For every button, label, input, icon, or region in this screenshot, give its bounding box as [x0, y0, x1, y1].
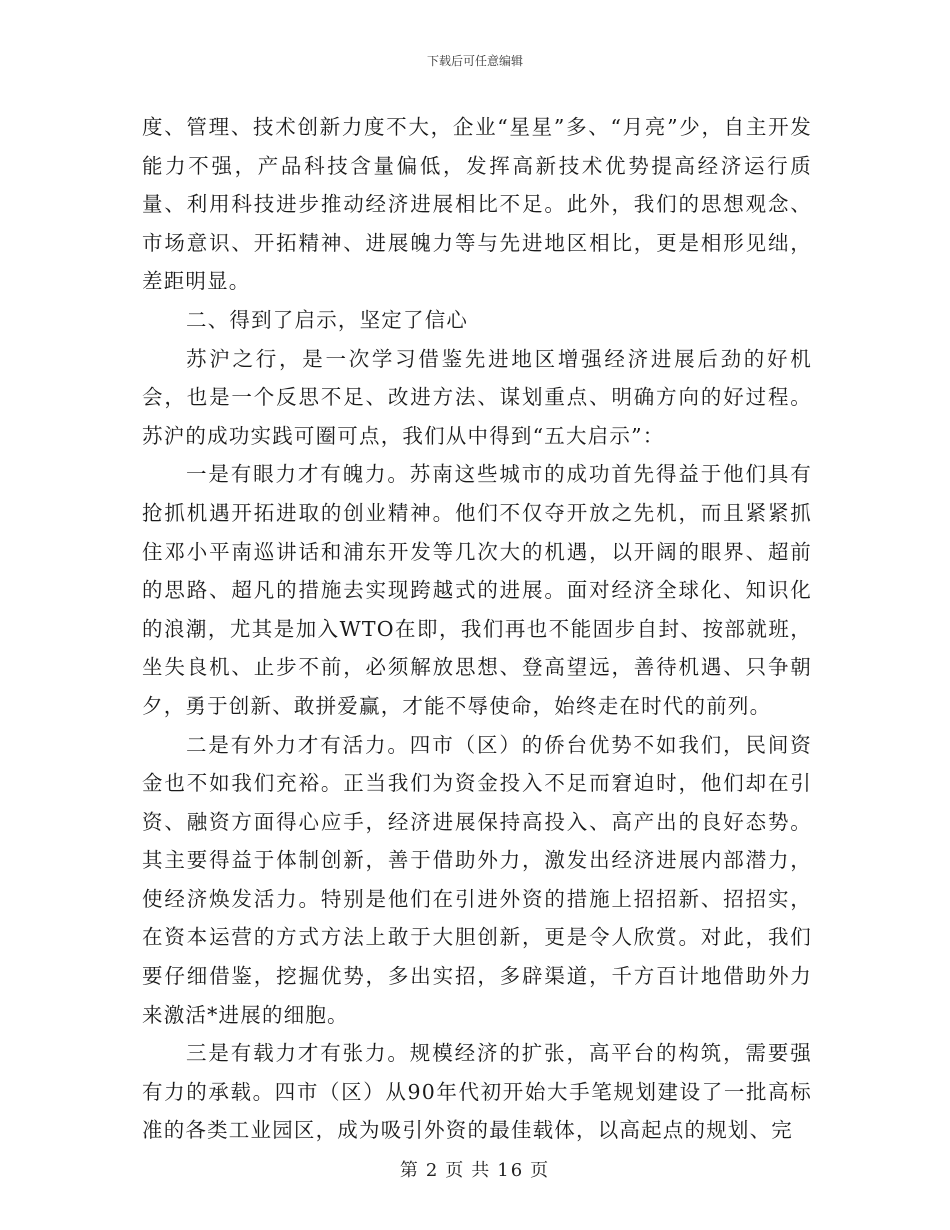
section-heading: 二、得到了启示，坚定了信心	[186, 307, 469, 332]
paragraph-3: 一是有眼力才有魄力。苏南这些城市的成功首先得益于他们具有抢抓机遇开拓进取的创业精神。他们不仅夺开放之先机，而且紧紧抓住邓小平南巡讲话和浦东开发等几次大的机遇，以开阔的眼界、超前的思路、超凡的措施去实现跨越式的进展。面对经济全球化、知识化的浪潮，尤其是加入WTO在即，我们再也不能固步自封、按部就班，坐失良机、止步不前，必须解放思想、登高望远，善待机遇、只争朝夕，勇于创新、敢拼爱赢，才能不辱使命，始终走在时代的前列。	[142, 462, 812, 718]
page-footer	[0, 1156, 950, 1182]
footer-ye2: 页	[530, 1160, 551, 1181]
page-header: 下载后可任意编辑	[426, 54, 523, 68]
footer-ye: 页	[445, 1160, 466, 1181]
current-page-number: 2	[425, 1160, 440, 1181]
paragraph-5: 三是有载力才有张力。规模经济的扩张，高平台的构筑，需要强有力的承载。四市（区）从90年代初开始大手笔规划建设了一批高标准的各类工业园区，成为吸引外资的最佳载体，以高起点的规划、完	[142, 1041, 812, 1143]
paragraph-1: 度、管理、技术创新力度不大，企业“星星”多、“月亮”少，自主开发能力不强，产品科技含量偏低，发挥高新技术优势提高经济运行质量、利用科技进步推动经济进展相比不足。此外，我们的思想观念、市场意识、开拓精神、进展魄力等与先进地区相比，更是相形见绌，差距明显。	[142, 115, 812, 294]
paragraph-2: 苏沪之行，是一次学习借鉴先进地区增强经济进展后劲的好机会，也是一个反思不足、改进方法、谋划重点、明确方向的好过程。苏沪的成功实践可圈可点，我们从中得到“五大启示”：	[142, 346, 812, 448]
document-body	[142, 108, 812, 1150]
footer-di: 第	[399, 1160, 420, 1181]
total-page-count: 16	[497, 1160, 525, 1181]
footer-gong: 共	[471, 1160, 492, 1181]
paragraph-4: 二是有外力才有活力。四市（区）的侨台优势不如我们，民间资金也不如我们充裕。正当我们为资金投入不足而窘迫时，他们却在引资、融资方面得心应手，经济进展保持高投入、高产出的良好态势。其主要得益于体制创新，善于借助外力，激发出经济进展内部潜力，使经济焕发活力。特别是他们在引进外资的措施上招招新、招招实，在资本运营的方式方法上敢于大胆创新，更是令人欣赏。对此，我们要仔细借鉴，挖掘优势，多出实招，多辟渠道，千方百计地借助外力来激活*进展的细胞。	[142, 732, 812, 1027]
